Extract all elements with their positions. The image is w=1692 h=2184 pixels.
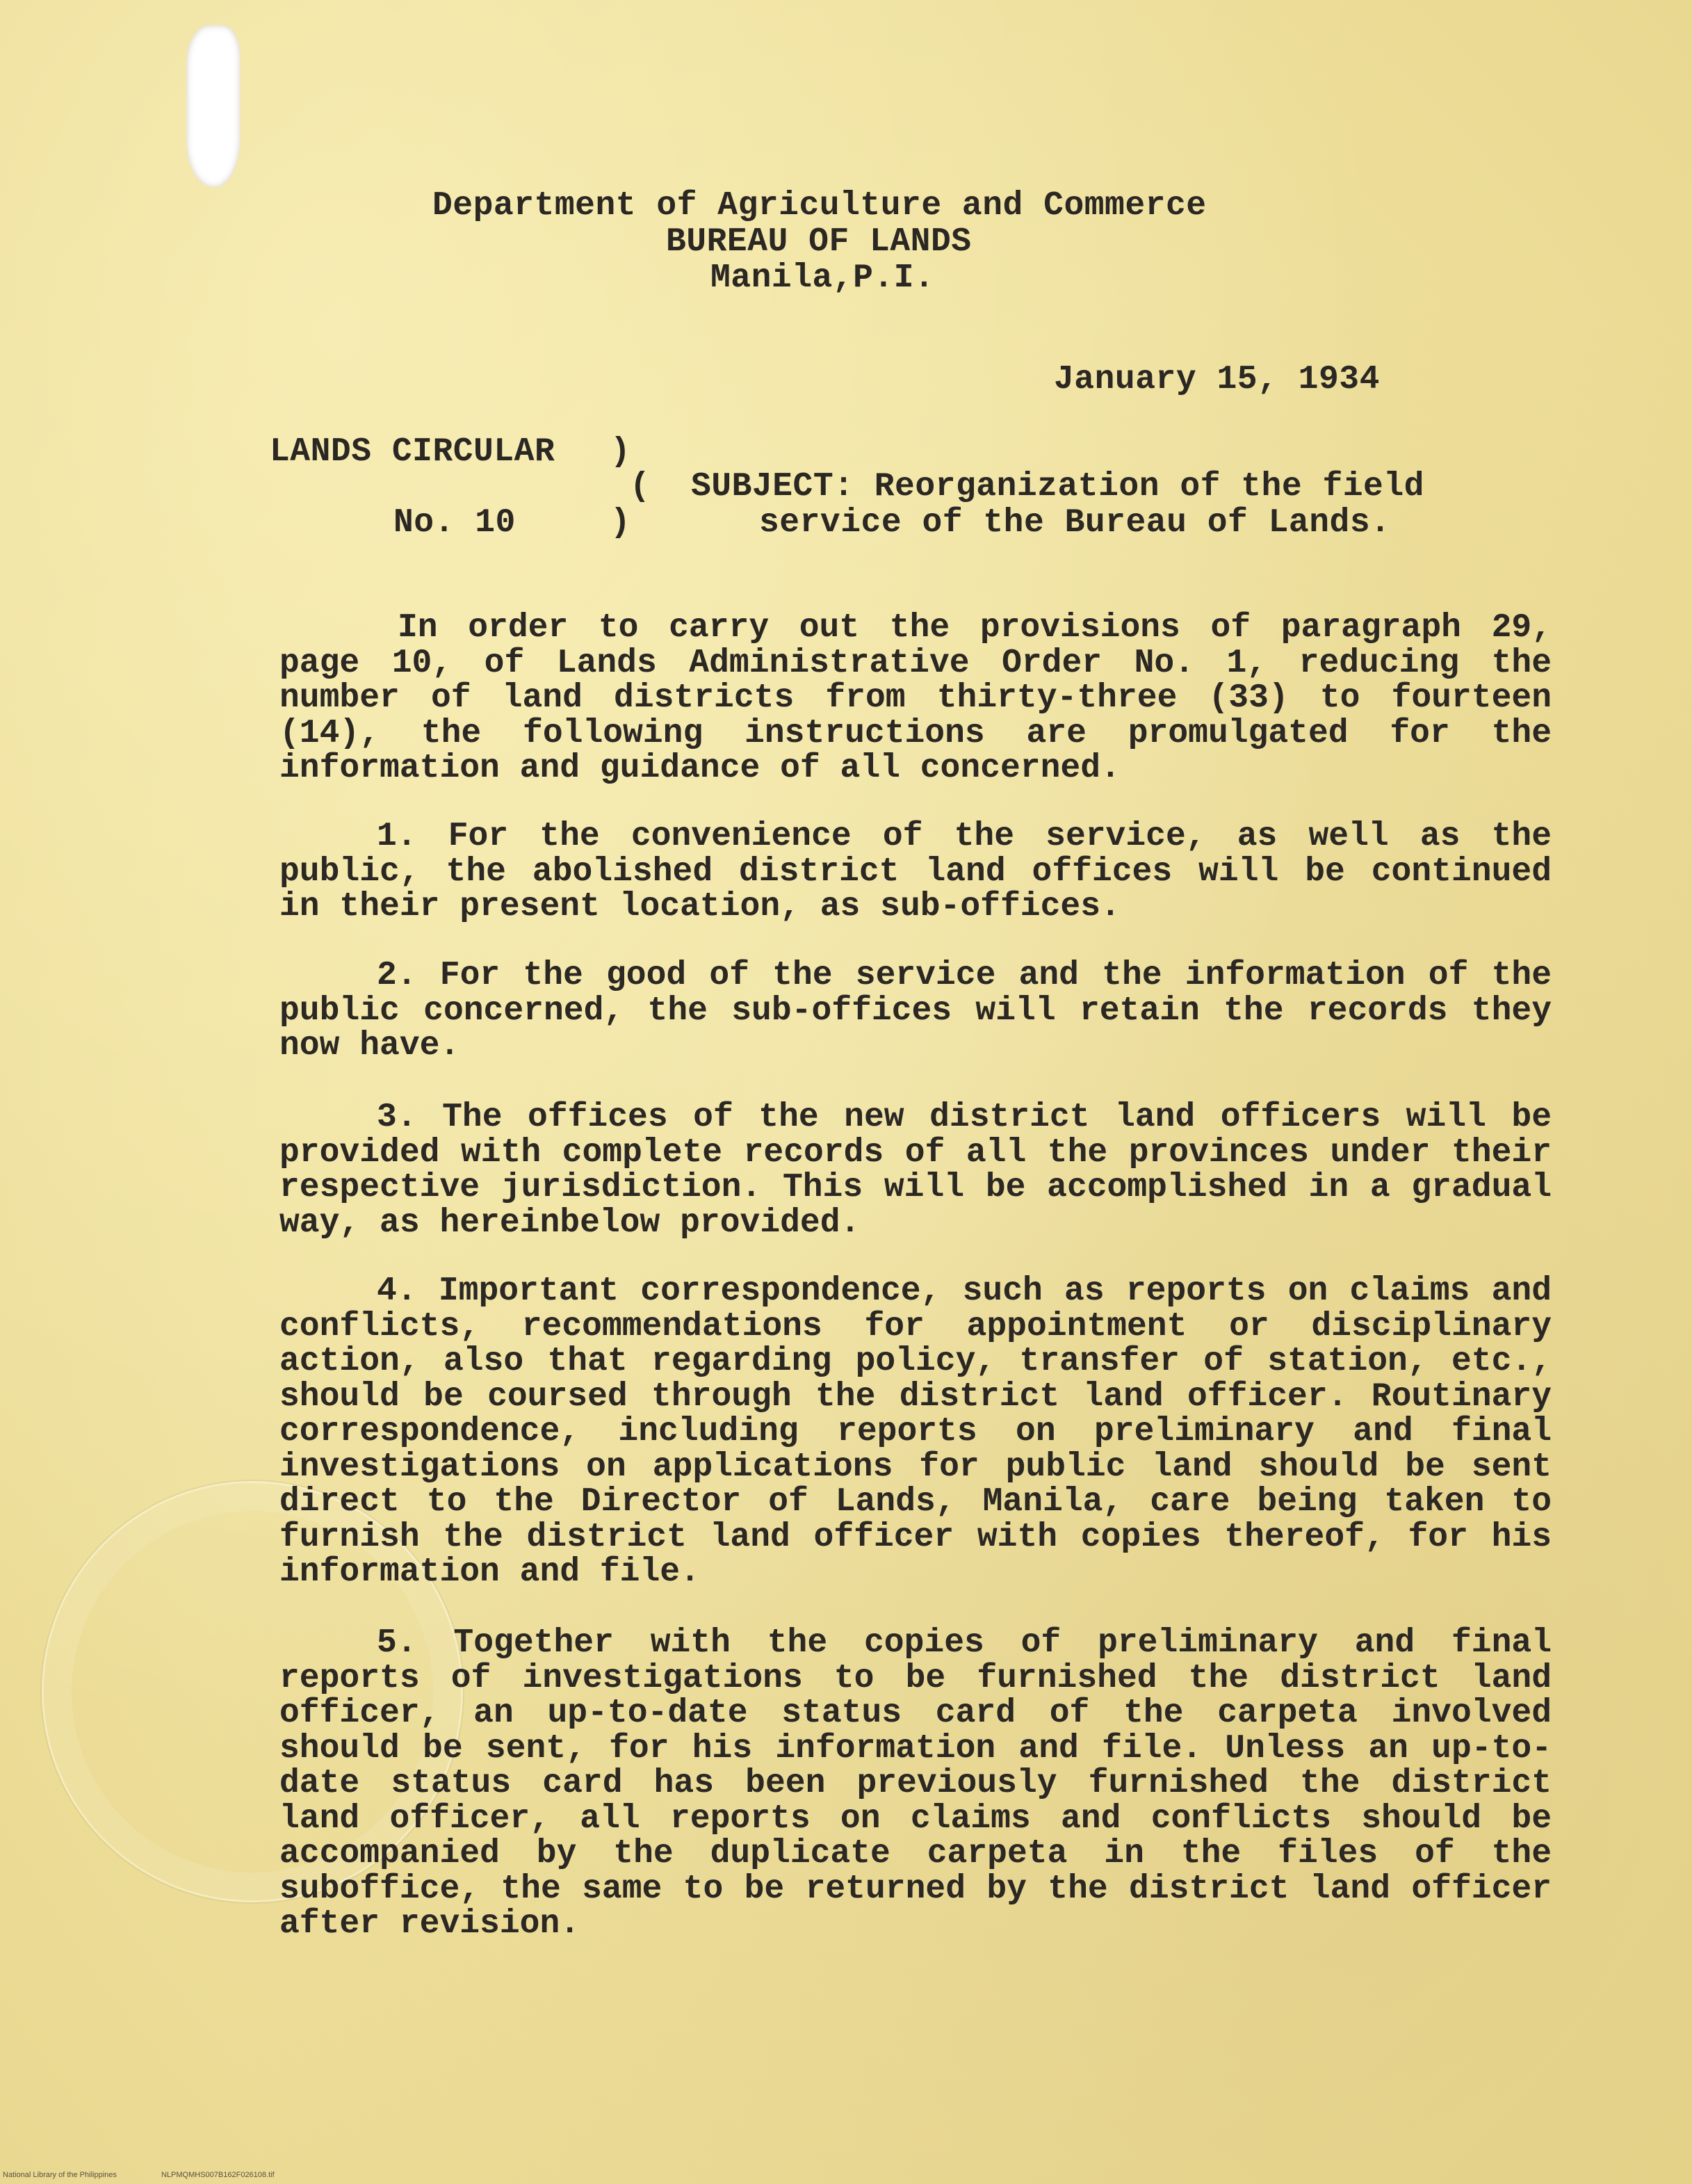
paragraph-1: 1. For the convenience of the service, as well as the public, the abolished district land offices will be continued in their present location, as sub-offices. xyxy=(279,818,1552,925)
header-bureau: BUREAU OF LANDS xyxy=(666,223,972,261)
header-location: Manila,P.I. xyxy=(710,259,935,297)
subject-line-1: SUBJECT: Reorganization of the field xyxy=(691,468,1424,505)
intro-paragraph: In order to carry out the provisions of paragraph 29, page 10, of Lands Administrative Order No. 1, reducing the number of land districts from thirty-three (33) to fourteen (14), the following instructions are promulgated for the information and guidance of all concerned. xyxy=(279,609,1552,787)
subject-line-2: service of the Bureau of Lands. xyxy=(759,504,1391,542)
bracket-middle: ( xyxy=(630,468,651,505)
torn-corner-hole xyxy=(186,25,241,188)
footer-file-id: NLPMQMHS007B162F026108.tif xyxy=(161,2171,275,2179)
document-date: January 15, 1934 xyxy=(1054,361,1380,398)
bracket-bottom: ) xyxy=(610,504,631,542)
paragraph-3: 3. The offices of the new district land officers will be provided with complete records of all the provinces under their respective jurisdiction. This will be accomplished in a gradual way, as hereinbelow provided. xyxy=(279,1099,1552,1242)
paragraph-2: 2. For the good of the service and the information of the public concerned, the sub-offices will retain the records they now have. xyxy=(279,957,1552,1065)
bracket-top: ) xyxy=(610,433,631,471)
paragraph-5: 5. Together with the copies of preliminary and final reports of investigations to be furnished the district land officer, an up-to-date status card of the carpeta involved should be sent, for his information and file. Unless an up-to-date status card has been previously furnished the district land officer, all reports on claims and conflicts should be accompanied by the duplicate carpeta in the files of the suboffice, the same to be returned by the district land officer after revision. xyxy=(279,1624,1552,1943)
header-department: Department of Agriculture and Commerce xyxy=(432,187,1207,225)
circular-title: LANDS CIRCULAR xyxy=(270,433,555,471)
footer-library: National Library of the Philippines xyxy=(3,2171,117,2179)
circular-number: No. 10 xyxy=(393,504,516,542)
paragraph-4: 4. Important correspondence, such as reports on claims and conflicts, recommendations for appointment or disciplinary action, also that regarding policy, transfer of station, etc., should be coursed through the district land officer. Routinary correspondence, including reports on preliminary and final investigations on applications for public land should be sent direct to the Director of Lands, Manila, care being taken to furnish the district land officer with copies thereof, for his information and file. xyxy=(279,1272,1552,1591)
